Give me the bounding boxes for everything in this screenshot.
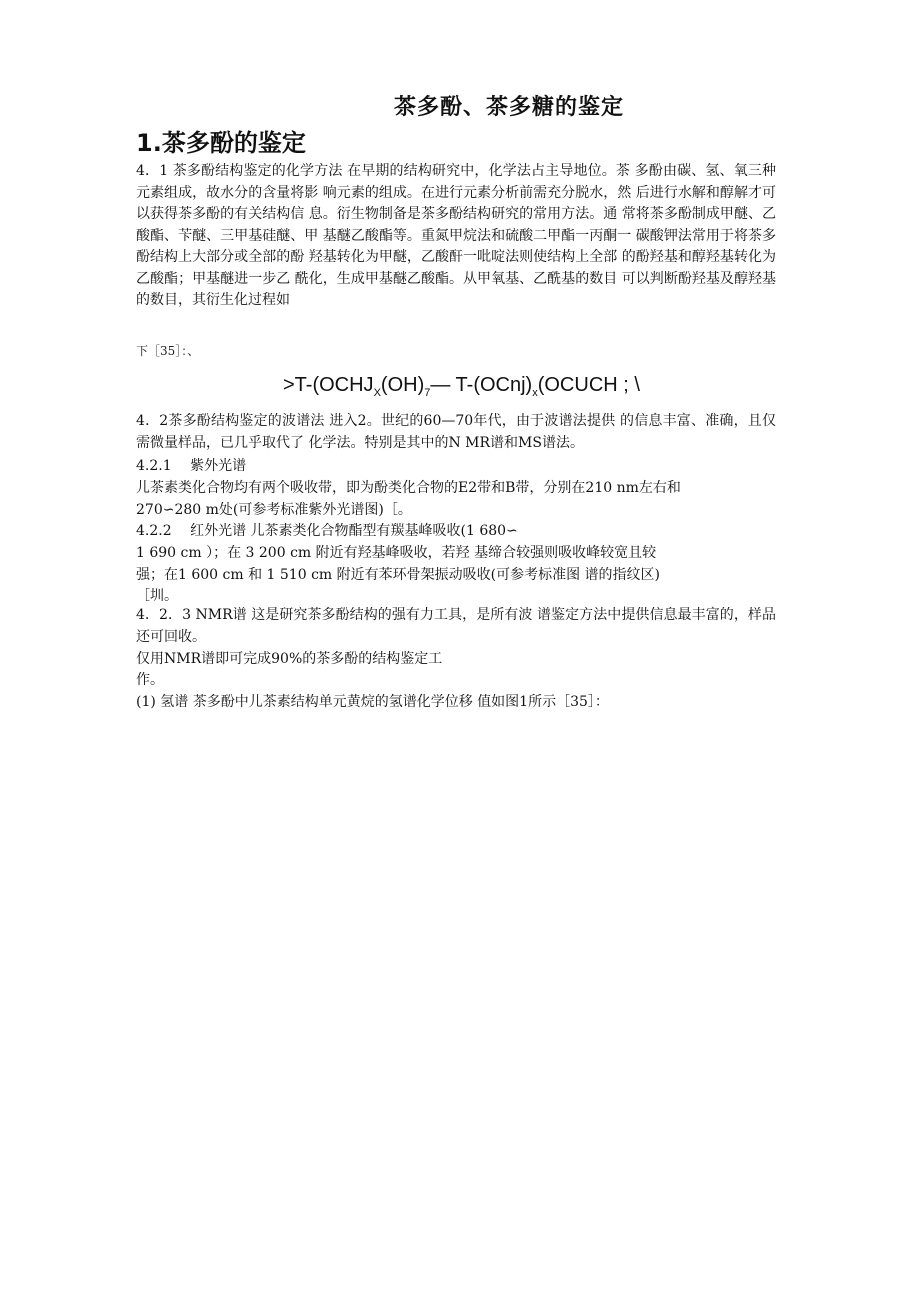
formula-part: (OCUCH ; \ xyxy=(537,374,640,396)
paragraph-spectral-method: 4．2茶多酚结构鉴定的波谱法 进入2。世纪的60—70年代，由于波谱法提供 的信息丰富、准确，且仅需微量样品，已几乎取代了 化学法。特别是其中的N MR谱和MS谱法。 xyxy=(136,413,776,451)
ir-text-line: 1 690 cm ）；在 3 200 cm 附近有羟基峰吸收，若羟 基缔合较强则吸收峰较宽且较 xyxy=(136,545,657,561)
formula-part: — T-(OCnj) xyxy=(430,374,533,396)
formula-subscript: X xyxy=(373,387,381,399)
chemical-formula xyxy=(283,374,640,399)
subsection-heading-uv: 4.2.1 紫外光谱 xyxy=(136,458,247,474)
formula-subscript: 7 xyxy=(424,387,431,399)
paragraph-nmr: 4．2．3 NMR谱 这是研究茶多酚结构的强有力工具，是所有波 谱鉴定方法中提供信息最丰富的，样品还可回收。 xyxy=(136,607,776,645)
nmr-text-line: 作。 xyxy=(136,672,164,688)
paragraph-continuation: 下［35］：、 xyxy=(136,344,200,358)
formula-part: >T-(OCHJ xyxy=(283,374,374,396)
ir-text-line: 强；在1 600 cm 和 1 510 cm 附近有苯环骨架振动吸收(可参考标准图 谱的指纹区) xyxy=(136,567,661,583)
formula-subscript: x xyxy=(532,387,538,399)
uv-text-line: 270∽280 m处(可参考标准紫外光谱图)［。 xyxy=(136,502,412,518)
page-title: 茶多酚、茶多糖的鉴定 xyxy=(393,95,624,120)
hydrogen-spectrum-line: (1) 氢谱 茶多酚中儿茶素结构单元黄烷的氢谱化学位移 值如图1所示［35］： xyxy=(136,694,609,710)
uv-text-line: 儿茶素类化合物均有两个吸收带，即为酚类化合物的E2带和B带，分别在210 nm左右和 xyxy=(136,480,681,496)
paragraph-chemical-method: 4．1 茶多酚结构鉴定的化学方法 在早期的结构研究中，化学法占主导地位。茶 多酚由碳、氢、氧三种元素组成，故水分的含量将影 响元素的组成。在进行元素分析前需充分脱水，然 后进行水解和醇解才可以获得茶多酚的有关结构信 息。衍生物制备是茶多酚结构研究的常用方法。通 常将茶多酚制成甲醚、乙酸酯、苄醚、三甲基硅醚、甲 基醚乙酸酯等。重氮甲烷法和硫酸二甲酯一丙酮一 碳酸钾法常用于将茶多酚结构上大部分或全部的酚 羟基转化为甲醚，乙酸酐一吡啶法则使结构上全部 的酚羟基和醇羟基转化为乙酸酯；甲基醚进一步乙 酰化，生成甲基醚乙酸酯。从甲氧基、乙酰基的数目 可以判断酚羟基及醇羟基的数目，其衍生化过程如 xyxy=(136,163,776,308)
nmr-text-line: 仅用NMR谱即可完成90%的茶多酚的结构鉴定工 xyxy=(136,651,443,667)
formula-part: (OH) xyxy=(380,374,425,396)
ir-text-line: 4.2.2 红外光谱 儿茶素类化合物酯型有羰基峰吸收(1 680∽ xyxy=(136,523,518,539)
ir-text-line: ［圳。 xyxy=(136,588,178,604)
section-heading: 1.茶多酚的鉴定 xyxy=(136,129,306,157)
